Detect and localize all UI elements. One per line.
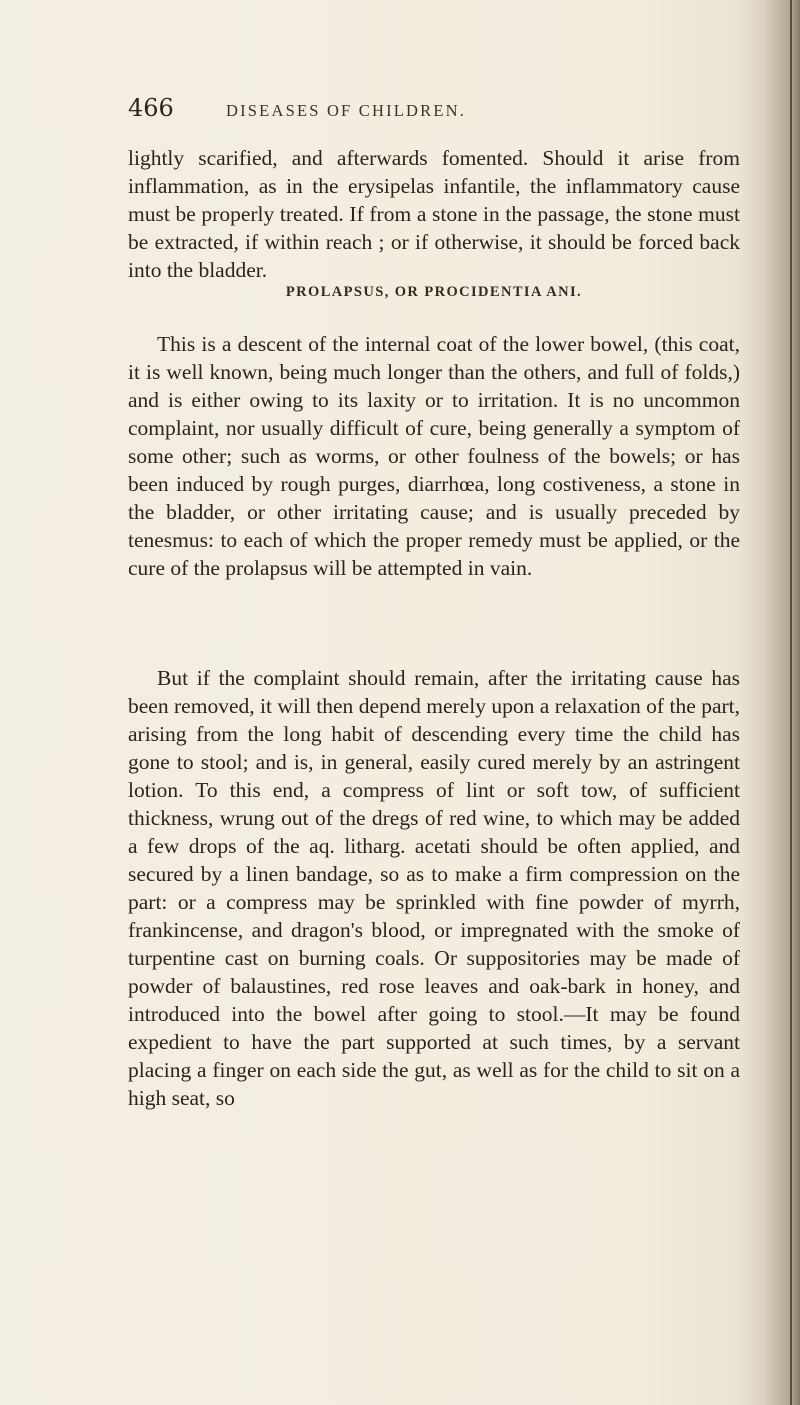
- section-heading: PROLAPSUS, OR PROCIDENTIA ANI.: [285, 284, 583, 300]
- page-edge-line: [790, 0, 792, 1405]
- running-head: DISEASES OF CHILDREN.: [226, 101, 467, 120]
- paragraph-description: This is a descent of the internal coat of the lower bowel, (this coat, it is well known, being much longer than the others, and full of folds,) and is either owing to its laxity or to irritation. It is no uncommon complaint, nor usually difficult of cure, being generally a symptom of some other; such as worms, or other foulness of the bowels; or has been induced by rough purges, diarrhœa, long costiveness, a stone in the bladder, or other irritating cause; and is usually preceded by tenesmus: to each of which the proper remedy must be applied, or the cure of the prolapsus will be attempted in vain.: [128, 332, 740, 580]
- paragraph-continuation: lightly scarified, and afterwards fomented. Should it arise from inflammation, as in the erysipelas infantile, the inflammatory cause must be properly treated. If from a stone in the passage, the stone must be extracted, if within reach ; or if otherwise, it should be forced back into the bladder.: [128, 146, 740, 282]
- page-number: 466: [128, 94, 174, 122]
- paragraph-treatment: But if the complaint should remain, after the irritating cause has been removed, it will then depend merely upon a relaxation of the part, arising from the long habit of descending every time the child has gone to stool; and is, in general, easily cured merely by an astringent lotion. To this end, a compress of lint or soft tow, of sufficient thickness, wrung out of the dregs of red wine, to which may be added a few drops of the aq. litharg. acetati should be often applied, and secured by a linen bandage, so as to make a firm compression on the part: or a compress may be sprinkled with fine powder of myrrh, frankincense, and dragon's blood, or impregnated with the smoke of turpentine cast on burning coals. Or suppositories may be made of powder of balaustines, red rose leaves and oak-bark in honey, and introduced into the bowel after going to stool.—It may be found expedient to have the part supported at such times, by a servant placing a finger on each side the gut, as well as for the child to sit on a high seat, so: [128, 666, 740, 1110]
